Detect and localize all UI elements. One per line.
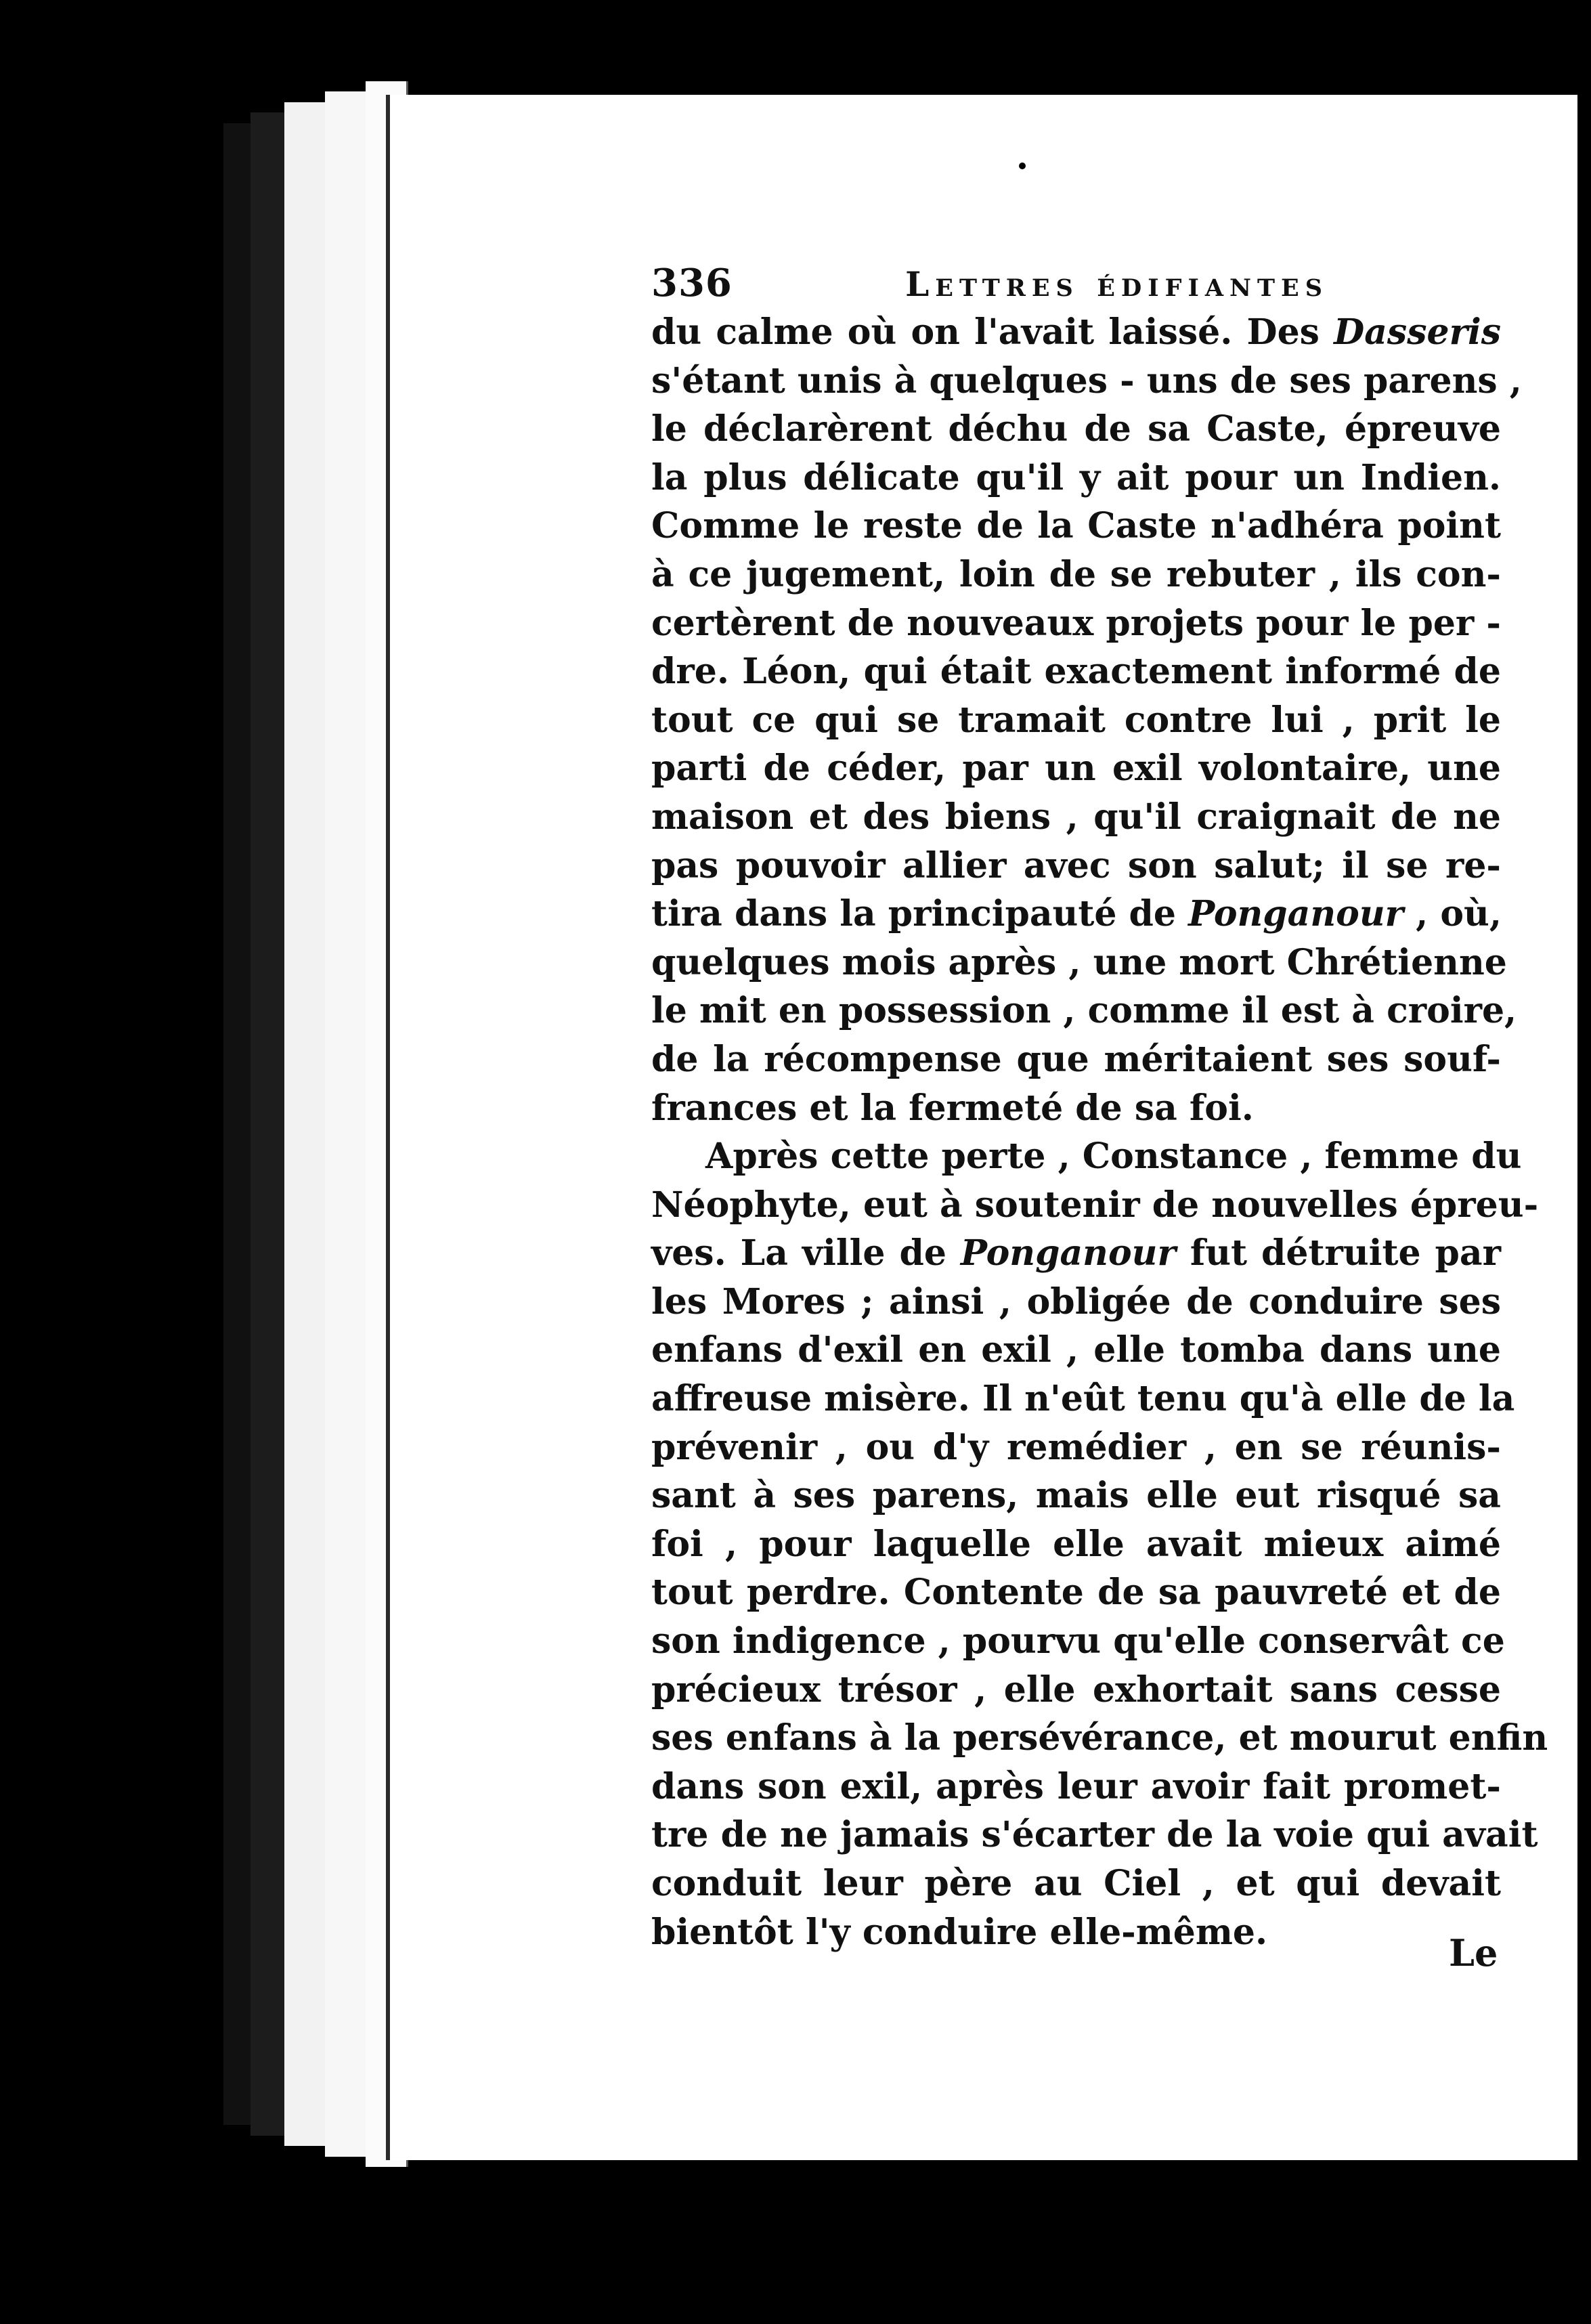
running-header [651, 261, 1328, 308]
text-line [651, 1666, 1501, 1715]
text-run: bientôt l'y conduire elle-même. [651, 1911, 1268, 1953]
text-line [651, 357, 1522, 406]
book-page-edges [223, 81, 406, 2167]
text-run: enfans d'exil en exil , elle tomba dans une [651, 1329, 1501, 1371]
text-run: tre de ne jamais s'écarter de la voie qui avait [651, 1814, 1538, 1856]
text-run: ses enfans à la persévérance, et mourut enfin [651, 1717, 1548, 1759]
text-run: pas pouvoir allier avec son salut; il se re- [651, 844, 1501, 886]
text-run: tira dans la principauté de [651, 893, 1189, 935]
scan-speck [1019, 163, 1026, 169]
italic-text: Ponganour [960, 1232, 1176, 1274]
text-run: la plus délicate qu'il y ait pour un Indien. [651, 456, 1501, 498]
text-run: son indigence , pourvu qu'elle conservât ce [651, 1620, 1505, 1662]
text-run: certèrent de nouveaux projets pour le per - [651, 602, 1501, 644]
text-line [651, 1471, 1501, 1520]
page-edge [250, 112, 286, 2136]
text-run: parti de céder, par un exil volontaire, une [651, 748, 1501, 790]
text-line [651, 1181, 1539, 1230]
text-line [651, 1520, 1501, 1569]
scan-speck [1083, 2285, 1098, 2300]
text-line [651, 1859, 1501, 1908]
text-line [651, 1278, 1501, 1327]
text-line [651, 1423, 1501, 1472]
text-run: tout ce qui se tramait contre lui , prit le [651, 699, 1501, 741]
text-line [651, 842, 1501, 890]
text-line [651, 647, 1501, 696]
text-run: maison et des biens , qu'il craignait de ne [651, 796, 1501, 838]
text-run: à ce jugement, loin de se rebuter , ils con- [651, 553, 1501, 595]
text-run: les Mores ; ainsi , obligée de conduire ses [651, 1281, 1501, 1322]
text-run: , où, [1403, 893, 1502, 935]
text-line [651, 1084, 1501, 1133]
text-line [651, 1617, 1505, 1666]
text-line [651, 744, 1501, 793]
text-run: s'étant unis à quelques - uns de ses parens , [651, 360, 1522, 402]
text-line [651, 1035, 1501, 1084]
text-line [651, 502, 1501, 551]
text-line [651, 1326, 1501, 1375]
text-run: quelques mois après , une mort Chrétienne [651, 941, 1507, 983]
text-run: conduit leur père au Ciel , et qui devait [651, 1863, 1501, 1904]
text-run: dans son exil, après leur avoir fait promet- [651, 1765, 1501, 1807]
text-run: tout perdre. Contente de sa pauvreté et de [651, 1572, 1501, 1614]
text-line [651, 1763, 1501, 1811]
text-run: le déclarèrent déchu de sa Caste, épreuve [651, 408, 1501, 450]
page-edge [325, 91, 368, 2156]
text-run: Néophyte, eut à soutenir de nouvelles épreu- [651, 1184, 1539, 1226]
text-line [651, 696, 1501, 745]
text-run: frances et la fermeté de sa foi. [651, 1087, 1254, 1129]
text-run: de la récompense que méritaient ses souf- [651, 1038, 1501, 1080]
text-run: fut détruite par [1175, 1232, 1501, 1274]
text-line [651, 1714, 1548, 1763]
text-run: foi , pour laquelle elle avait mieux aimé [651, 1523, 1501, 1565]
text-line [651, 1908, 1501, 1957]
italic-text: Ponganour [1188, 893, 1404, 935]
text-line [651, 1568, 1501, 1617]
text-line [651, 1132, 1522, 1181]
text-line [651, 454, 1501, 502]
text-run: précieux trésor , elle exhortait sans cesse [651, 1669, 1501, 1710]
text-line [651, 939, 1507, 987]
text-line [651, 1229, 1501, 1278]
text-run: ves. La ville de [651, 1232, 961, 1274]
text-line [651, 1811, 1538, 1859]
text-run: Comme le reste de la Caste n'adhéra point [651, 505, 1501, 547]
text-line [651, 308, 1501, 357]
page-edge [223, 123, 253, 2126]
text-line [651, 551, 1501, 599]
text-line [651, 793, 1501, 842]
text-line [651, 1375, 1515, 1423]
text-line [651, 890, 1501, 939]
text-line [651, 405, 1501, 454]
body-text [651, 308, 1548, 1956]
text-run: Après cette perte , Constance , femme du [705, 1136, 1522, 1178]
catchword: Le [1449, 1931, 1498, 1975]
italic-text: Dasseris [1334, 311, 1501, 353]
text-run: affreuse misère. Il n'eût tenu qu'à elle de la [651, 1378, 1515, 1420]
running-header-title: Lettres édifiantes [905, 264, 1328, 304]
text-line [651, 987, 1517, 1035]
page-text-block [651, 261, 1548, 1956]
text-run: dre. Léon, qui était exactement informé de [651, 651, 1501, 693]
text-run: du calme où on l'avait laissé. Des [651, 311, 1334, 353]
page-number: 336 [651, 261, 733, 305]
text-run: prévenir , ou d'y remédier , en se réunis- [651, 1426, 1501, 1468]
text-run: sant à ses parens, mais elle eut risqué sa [651, 1475, 1501, 1517]
page-edge [284, 102, 328, 2146]
text-line [651, 599, 1501, 648]
text-run: le mit en possession , comme il est à croire, [651, 990, 1517, 1032]
